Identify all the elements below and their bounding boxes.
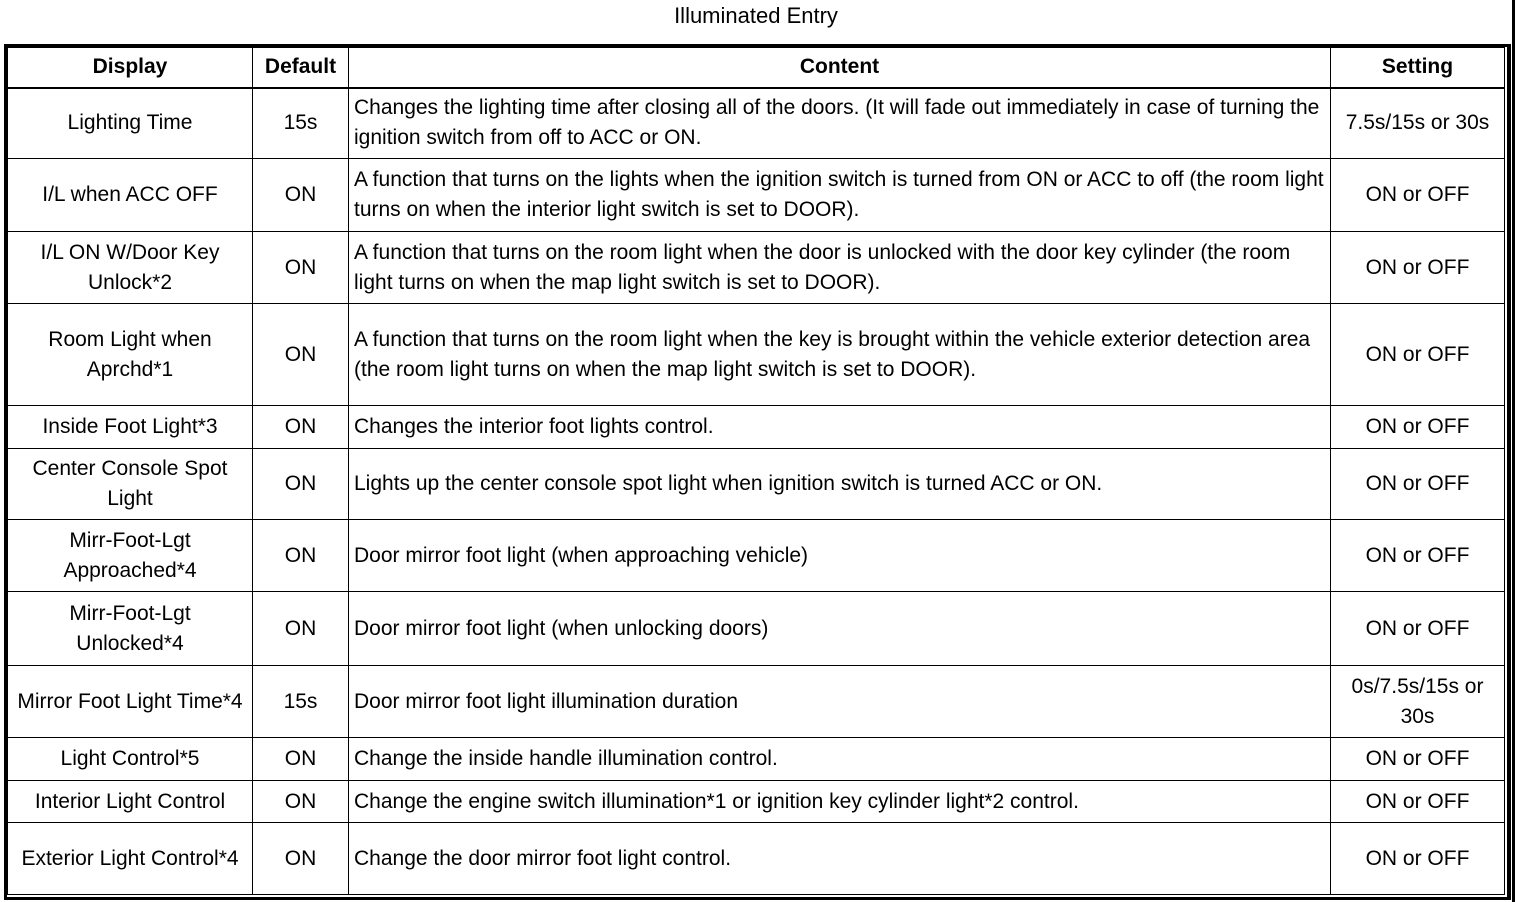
cell-display: I/L ON W/Door Key Unlock*2 bbox=[8, 232, 253, 304]
cell-default: ON bbox=[253, 781, 349, 823]
cell-content: Change the engine switch illumination*1 or ignition key cylinder light*2 control. bbox=[349, 781, 1331, 823]
table-row bbox=[8, 520, 1505, 592]
table-row bbox=[8, 304, 1505, 406]
cell-setting: ON or OFF bbox=[1331, 738, 1505, 781]
cell-content: A function that turns on the lights when the ignition switch is turned from ON or ACC to off (the room light turns on when the interior light switch is set to DOOR). bbox=[349, 159, 1331, 232]
table-row bbox=[8, 406, 1505, 449]
table-row bbox=[8, 738, 1505, 781]
header-default: Default bbox=[253, 48, 349, 88]
table-row bbox=[8, 232, 1505, 304]
cell-content: Door mirror foot light (when unlocking doors) bbox=[349, 592, 1331, 666]
cell-content: A function that turns on the room light when the key is brought within the vehicle exterior detection area (the room light turns on when the map light switch is set to DOOR). bbox=[349, 304, 1331, 406]
table-row bbox=[8, 823, 1505, 895]
table-row bbox=[8, 449, 1505, 520]
cell-default: ON bbox=[253, 406, 349, 449]
cell-setting: 7.5s/15s or 30s bbox=[1331, 88, 1505, 159]
table-row bbox=[8, 666, 1505, 738]
cell-setting: ON or OFF bbox=[1331, 823, 1505, 895]
cell-display: Light Control*5 bbox=[8, 738, 253, 781]
cell-display: Interior Light Control bbox=[8, 781, 253, 823]
cell-default: ON bbox=[253, 520, 349, 592]
cell-display: Center Console Spot Light bbox=[8, 449, 253, 520]
cell-content: Changes the lighting time after closing all of the doors. (It will fade out immediately in case of turning the ignition switch from off to ACC or ON. bbox=[349, 88, 1331, 159]
cell-default: ON bbox=[253, 304, 349, 406]
cell-display: Inside Foot Light*3 bbox=[8, 406, 253, 449]
cell-setting: ON or OFF bbox=[1331, 592, 1505, 666]
cell-setting: ON or OFF bbox=[1331, 159, 1505, 232]
cell-default: ON bbox=[253, 592, 349, 666]
cell-setting: ON or OFF bbox=[1331, 304, 1505, 406]
cell-display: Mirr-Foot-Lgt Approached*4 bbox=[8, 520, 253, 592]
cell-display: Lighting Time bbox=[8, 88, 253, 159]
cell-content: A function that turns on the room light when the door is unlocked with the door key cylinder (the room light turns on when the map light switch is set to DOOR). bbox=[349, 232, 1331, 304]
cell-default: ON bbox=[253, 823, 349, 895]
cell-default: ON bbox=[253, 159, 349, 232]
table-row bbox=[8, 781, 1505, 823]
cell-setting: ON or OFF bbox=[1331, 781, 1505, 823]
table-header-row bbox=[8, 48, 1505, 88]
cell-setting: ON or OFF bbox=[1331, 406, 1505, 449]
cell-display: Mirr-Foot-Lgt Unlocked*4 bbox=[8, 592, 253, 666]
table-row bbox=[8, 592, 1505, 666]
cell-setting: ON or OFF bbox=[1331, 232, 1505, 304]
cell-setting: ON or OFF bbox=[1331, 520, 1505, 592]
cell-content: Door mirror foot light (when approaching vehicle) bbox=[349, 520, 1331, 592]
cell-content: Change the inside handle illumination control. bbox=[349, 738, 1331, 781]
header-display: Display bbox=[8, 48, 253, 88]
header-content: Content bbox=[349, 48, 1331, 88]
cell-default: ON bbox=[253, 738, 349, 781]
table-row bbox=[8, 159, 1505, 232]
page-title: Illuminated Entry bbox=[674, 3, 838, 28]
cell-display: Mirror Foot Light Time*4 bbox=[8, 666, 253, 738]
table-row bbox=[8, 88, 1505, 159]
cell-content: Door mirror foot light illumination duration bbox=[349, 666, 1331, 738]
cell-setting: 0s/7.5s/15s or 30s bbox=[1331, 666, 1505, 738]
cell-default: ON bbox=[253, 449, 349, 520]
settings-table bbox=[7, 47, 1505, 895]
cell-default: 15s bbox=[253, 88, 349, 159]
header-setting: Setting bbox=[1331, 48, 1505, 88]
cell-default: ON bbox=[253, 232, 349, 304]
cell-display: I/L when ACC OFF bbox=[8, 159, 253, 232]
right-edge-rule bbox=[1512, 0, 1515, 902]
cell-display: Exterior Light Control*4 bbox=[8, 823, 253, 895]
cell-content: Changes the interior foot lights control. bbox=[349, 406, 1331, 449]
cell-content: Lights up the center console spot light when ignition switch is turned ACC or ON. bbox=[349, 449, 1331, 520]
cell-display: Room Light when Aprchd*1 bbox=[8, 304, 253, 406]
cell-content: Change the door mirror foot light control. bbox=[349, 823, 1331, 895]
cell-setting: ON or OFF bbox=[1331, 449, 1505, 520]
cell-default: 15s bbox=[253, 666, 349, 738]
